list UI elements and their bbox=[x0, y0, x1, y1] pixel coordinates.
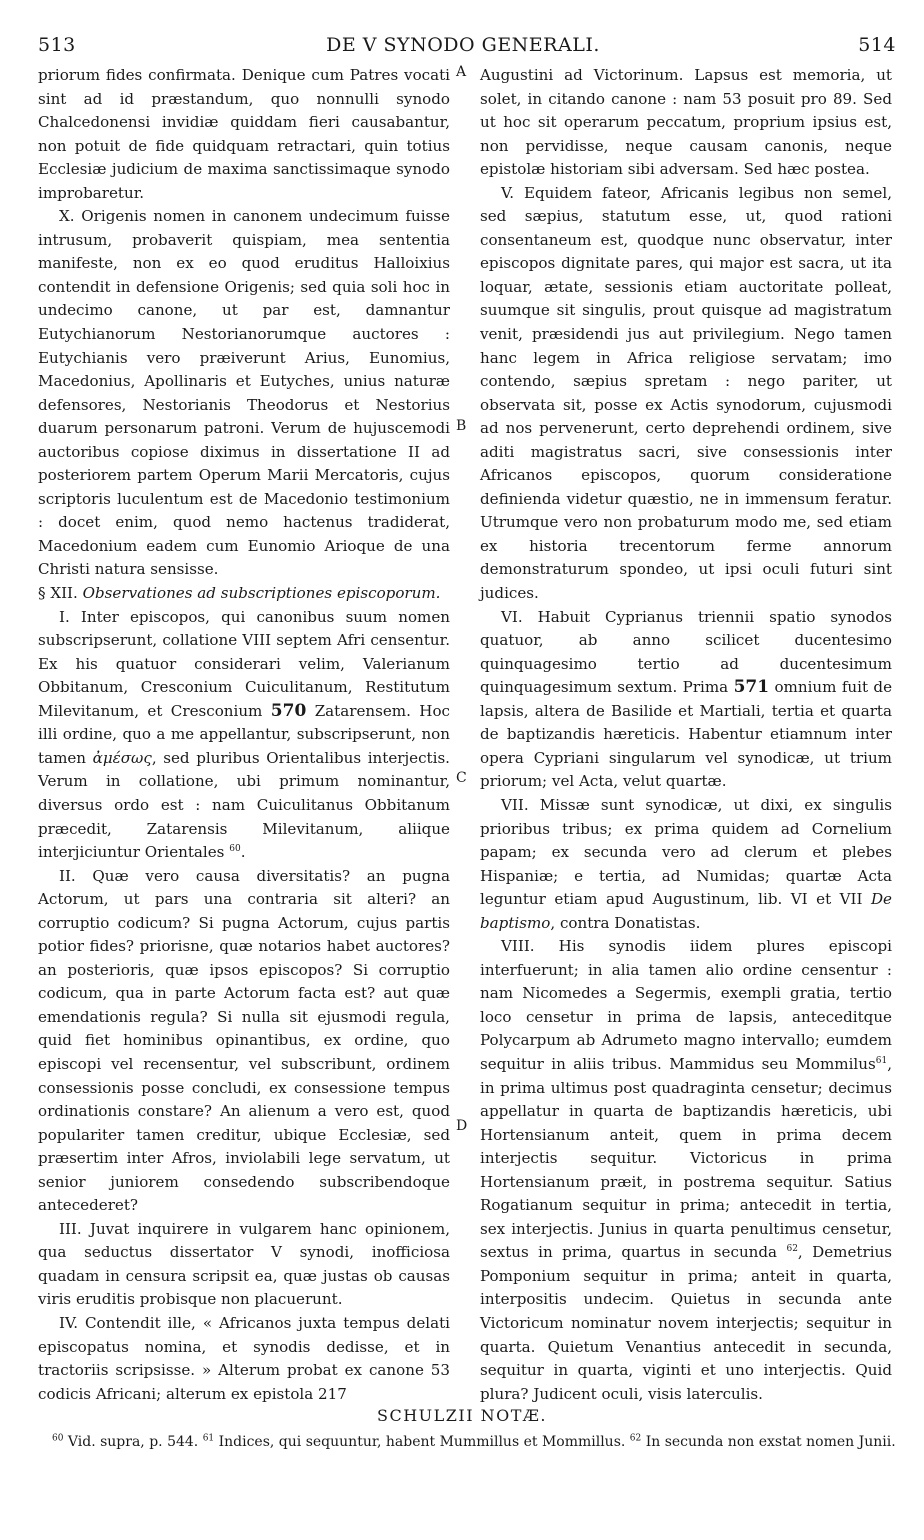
paragraph-vi: VI. Habuit Cyprianus triennii spatio synodos quatuor, ab anno scilicet ducentesimo quinquagesimo tertio ad ducentesimum quinquagesimum sextum. Prima 571 omnium fuit de lapsis, altera de Basilide et Martiali, tertia et quarta de baptizandis hæreticis. Habentur etiamnum inter opera Cypriani singularum vel synodicæ, ut trium priorum; vel Acta, velut quartæ. bbox=[480, 607, 892, 791]
notes-title: SCHULZII NOTÆ. bbox=[377, 1406, 547, 1425]
edition-page-number-570: 570 bbox=[270, 700, 307, 721]
paragraph-iii: III. Juvat inquirere in vulgarem hanc opinionem, qua seductus dissertator V synodi, inofficiosa quadam in censura scripsit ea, quæ justas ob causas viris eruditis probisque non placuerunt. bbox=[38, 1219, 450, 1309]
right-paragraph-continued: Augustini ad Victorinum. Lapsus est memoria, ut solet, in citando canone : nam 53 posuit pro 89. Sed ut hoc sit operarum peccatum, proprium ipsius est, non pervidisse, neque causam canonis, neque epistolæ historiam sibi adversam. Sed hæc postea. bbox=[480, 66, 892, 179]
footnote-ref-60: 60 bbox=[229, 844, 241, 855]
page-number-left: 513 bbox=[38, 34, 76, 56]
edition-page-number-571: 571 bbox=[733, 677, 770, 698]
footnote-mark-62: 62 bbox=[629, 1433, 642, 1444]
section-title: Observationes ad subscriptiones episcoporum. bbox=[82, 584, 441, 603]
running-head-title: DE V SYNODO GENERALI. bbox=[326, 34, 600, 56]
running-header bbox=[30, 34, 896, 64]
margin-marker-a: A bbox=[456, 64, 467, 80]
margin-marker-b: B bbox=[456, 418, 467, 434]
section-number: § XII. bbox=[38, 584, 78, 603]
section-heading bbox=[38, 582, 450, 606]
margin-marker-c: C bbox=[456, 770, 467, 786]
paragraph-i: I. Inter episcopos, qui canonibus suum nomen subscripserunt, collatione VIII septem Afri censentur. Ex his quatuor considerari velim, Valerianum Obbitanum, Cresconium Cuiculitanum, Restitutum Milevitanum, et Cresconium 570 Zatarensem. Hoc illi ordine, quo a me appellantur, subscripserunt, non tamen ἀμέσως, sed pluribus Orientalibus interjectis. Verum in collatione, ubi primum nominantur, diversus ordo est : nam Cuiculitanus Obbitanum præcedit, Zatarensis Milevitanum, aliique interjiciuntur Orientales $^{60}$. bbox=[38, 607, 450, 862]
footnote-text: $^{60}$ Vid. supra, p. 544. $^{61}$ Indices, qui sequuntur, habent Mummillus et Mommillus. $^{62}$ In secunda non exstat nomen Junii. bbox=[52, 1433, 896, 1450]
footnotes bbox=[30, 1432, 896, 1452]
footnote-mark-60: 60 bbox=[52, 1433, 64, 1444]
left-paragraph-continued: priorum fides confirmata. Denique cum Patres vocati sint ad id præstandum, quo nonnulli synodo Chalcedonensi invidiæ quiddam fieri causabantur, non potuit de fide quidquam retractari, quin totius Ecclesiæ judicium de maxima sanctissimaque synodo improbaretur. bbox=[38, 66, 450, 202]
book-title: De baptismo bbox=[480, 890, 892, 932]
paragraph-v: V. Equidem fateor, Africanis legibus non semel, sed sæpius, statutum esse, ut, quod rationi consentaneum est, quodque nunc observatur, inter episcopos dignitate pares, qui major est sacra, ut ita loquar, ætate, sessionis etiam auctoritate polleat, suumque sit singulis, prout quisque ad magistratum venit, præsidendi jus aut privilegium. Nego tamen hanc legem in Africa religiose servatam; imo contendo, sæpius spretam : nego pariter, ut observata sit, posse ex Actis synodorum, cujusmodi ad nos pervenerunt, certo deprehendi ordinem, sive aditi magistratus sacri, sive consessionis inter Africanos episcopos, quorum consideratione definienda videtur quæstio, ne in immensum feratur. Utrumque vero non probaturum modo me, sed etiam ex historia trecentorum ferme annorum demonstraturum spondeo, ut ipsi oculi futuri sint judices. bbox=[480, 183, 892, 603]
margin-marker-d: D bbox=[456, 1118, 468, 1134]
paragraph-vii: VII. Missæ sunt synodicæ, ut dixi, ex singulis prioribus tribus; ex prima quidem ad Cornelium papam; ex secunda vero ad clerum et plebes Hispaniæ; e tertia, ad Numidas; quartæ Acta leguntur etiam apud Augustinum, lib. VI et VII De baptismo, contra Donatistas. bbox=[480, 795, 892, 932]
paragraph-viii: VIII. His synodis iidem plures episcopi interfuerunt; in alia tamen alio ordine censentur : nam Nicomedes a Segermis, exempli gratia, tertio loco censetur in prima de lapsis, anteceditque Polycarpum ab Adrumeto magno intervallo; eumdem sequitur in aliis tribus. Mammidus seu Mommilus$^{61}$, in prima ultimus post quadraginta censetur; decimus appellatur in quarta de baptizandis hæreticis, ubi Hortensianum anteit, quem in prima decem interjectis sequitur. Victoricus in prima Hortensianum præit, in postrema sequitur. Satius Rogatianum sequitur in prima; antecedit in tertia, sex interjectis. Junius in quarta penultimus censetur, sextus in prima, quartus in secunda $^{62}$, Demetrius Pomponium sequitur in prima; anteit in quarta, interpositis undecim. Quietus in secunda ante Victoricum nominatur novem interjectis; sequitur in quarta. Quietum Venantius antecedit in secunda, sequitur in quarta, viginti et uno interjectis. Quid plura? Judicent oculi, visis laterculis. bbox=[480, 937, 892, 1403]
paragraph-ii: II. Quæ vero causa diversitatis? an pugna Actorum, ut pars una contraria sit alteri? an corruptio codicum? Si pugna Actorum, cujus partis potior fides? priorisne, quæ notarios habet auctores? an posterioris, quæ ipsos episcopos? Si corruptio codicum, qua in parte Actorum facta est? aut quæ emendationis regula? Si nulla sit ejusmodi regula, quid fiet hominibus opinantibus, ex ordine, quo episcopi vel recensentur, vel subscribunt, ordinem consessionis posse concludi, ex consessione tempus ordinationis constare? An alienum a vero est, quod populariter tamen creditur, ubique Ecclesiæ, sed præsertim inter Afros, inviolabili lege servatum, ut senior juniorem consedendo subscribendoque antecederet? bbox=[38, 866, 450, 1215]
paragraph-iv: IV. Contendit ille, « Africanos juxta tempus delati episcopatus nomina, et synodis dedisse, et in tractoriis scripsisse. » Alterum probat ex canone 53 codicis Africani; alterum ex epistola 217 bbox=[38, 1313, 450, 1403]
left-column bbox=[38, 64, 450, 1406]
footnote-ref-62: 62 bbox=[786, 1244, 798, 1255]
footnote-mark-61: 61 bbox=[202, 1433, 215, 1444]
footnote-ref-61: 61 bbox=[875, 1055, 888, 1066]
right-column bbox=[480, 64, 892, 1406]
greek-word: ἀμέσως bbox=[92, 748, 152, 767]
page-number-right: 514 bbox=[858, 34, 896, 56]
paragraph-x: X. Origenis nomen in canonem undecimum fuisse intrusum, probaverit quispiam, mea sententia manifeste, non ex eo quod eruditus Halloixius contendit in defensione Origenis; sed quia soli hoc in undecimo canone, ut par est, damnantur Eutychianorum Nestorianorumque auctores : Eutychianis vero præiverunt Arius, Eunomius, Macedonius, Apollinaris et Eutyches, unius naturæ defensores, Nestorianis Theodorus et Nestorius duarum personarum patroni. Verum de hujuscemodi auctoribus copiose diximus in dissertatione II ad posteriorem partem Operum Marii Mercatoris, cujus scriptoris luculentum est de Macedonio testimonium : docet enim, quod nemo hactenus tradiderat, Macedonium eadem cum Eunomio Arioque de una Christi natura sensisse. bbox=[38, 207, 450, 579]
